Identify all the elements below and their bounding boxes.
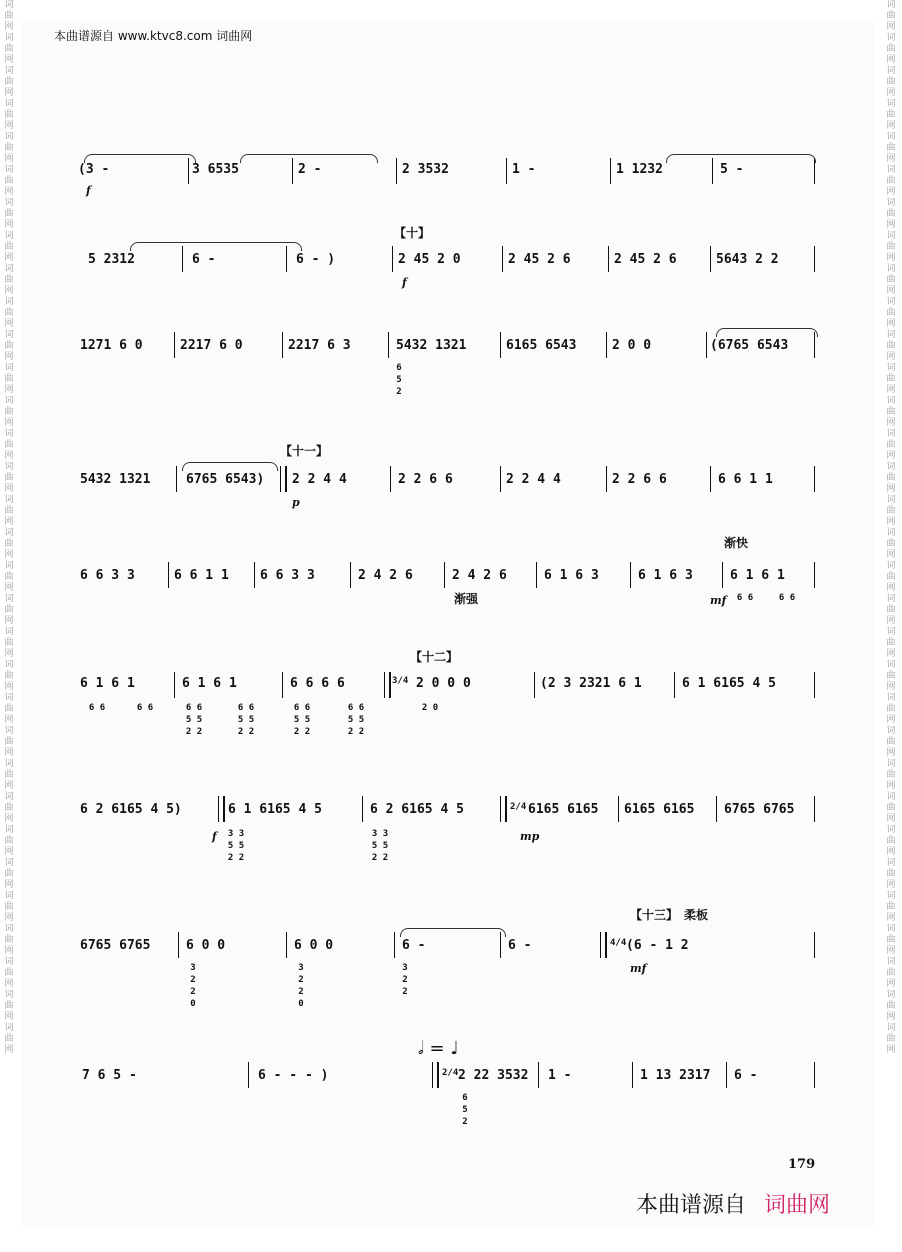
measure: 6 - — [192, 252, 216, 267]
section-label: 【十二】 — [410, 650, 459, 664]
time-signature: 2/4 — [442, 1068, 459, 1078]
measure: 7 6 5 - — [82, 1068, 137, 1083]
dynamic-mark: mf — [630, 962, 647, 975]
chord-stack: 6 6 5 5 2 2 — [237, 703, 255, 737]
footer-brand — [636, 1188, 830, 1219]
section-label: 【十】 — [394, 226, 431, 240]
measure: 5432 1321 — [80, 472, 151, 487]
chord-stack: 6 6 5 5 2 2 — [347, 703, 365, 737]
measure: 6765 6765 — [724, 802, 795, 817]
measure: 1 1232 — [616, 162, 663, 177]
measure: 5432 1321 — [396, 338, 467, 353]
measure: 2 2 4 4 — [292, 472, 347, 487]
time-signature: 2/4 — [510, 802, 527, 812]
measure: 6 0 0 — [294, 938, 334, 953]
measure: 2 0 0 0 — [416, 676, 471, 691]
score-line-5 — [70, 536, 830, 622]
measure: 6 1 6 1 — [182, 676, 237, 691]
score-line-7 — [70, 796, 830, 863]
accel-mark: 渐快 — [724, 536, 749, 550]
time-signature: 3/4 — [392, 676, 409, 686]
measure: (6 - 1 2 — [626, 938, 689, 953]
measure: 2 3532 — [402, 162, 449, 177]
measure: 2 45 2 6 — [614, 252, 677, 267]
page-number: 179 — [788, 1157, 816, 1172]
measure: 2217 6 0 — [180, 338, 243, 353]
measure: (3 - — [78, 162, 110, 177]
chord-stack: 6 6 5 5 2 2 — [293, 703, 311, 737]
measure: 6 - ) — [296, 252, 336, 267]
measure: 2 2 6 6 — [612, 472, 667, 487]
measure: 2217 6 3 — [288, 338, 351, 353]
measure: 6 - — [402, 938, 426, 953]
chord-stack: 3 3 5 5 2 2 — [371, 829, 389, 863]
measure: 6 1 6 3 — [638, 568, 693, 583]
measure: 6 6 1 1 — [174, 568, 229, 583]
measure: (6765 6543 — [710, 338, 789, 353]
measure: 6 - - - ) — [258, 1068, 329, 1083]
measure: 2 22 3532 — [458, 1068, 529, 1083]
measure: 6165 6165 — [528, 802, 599, 817]
measure: 6765 6543) — [186, 472, 265, 487]
tempo-equivalence: 𝅗𝅥 = ♩ — [418, 1038, 459, 1059]
measure: 6 - — [508, 938, 532, 953]
measure: 6 0 0 — [186, 938, 226, 953]
dynamic-mark: f — [86, 184, 91, 197]
measure: 6 2 6165 4 5 — [370, 802, 464, 817]
chord-stack: 6 6 — [88, 703, 106, 713]
chord-stack: 3 3 5 5 2 2 — [227, 829, 245, 863]
measure: 6165 6165 — [624, 802, 695, 817]
measure: 1271 6 0 — [80, 338, 143, 353]
score-line-6 — [70, 650, 830, 737]
measure: 6 6 3 3 — [260, 568, 315, 583]
time-signature: 4/4 — [610, 938, 627, 948]
measure: 6 1 6 1 — [80, 676, 135, 691]
score-line-1 — [70, 158, 830, 218]
score-line-2 — [70, 226, 830, 306]
measure: 6 1 6165 4 5 — [228, 802, 322, 817]
tempo-marking: 柔板 — [684, 908, 709, 922]
dynamic-mark: p — [292, 496, 300, 509]
measure: 6 1 6165 4 5 — [682, 676, 776, 691]
right-watermark-strip: 词曲网词曲网词曲网词曲网词曲网词曲网词曲网词曲网词曲网词曲网词曲网词曲网词曲网词曲网词曲网词曲网词曲网词曲网词曲网词曲网词曲网词曲网词曲网词曲网词曲网词曲网词曲网词曲网词曲网词曲网词曲网词曲网 — [886, 0, 896, 1055]
score-line-8 — [70, 908, 830, 1009]
left-watermark-strip: 词曲网词曲网词曲网词曲网词曲网词曲网词曲网词曲网词曲网词曲网词曲网词曲网词曲网词曲网词曲网词曲网词曲网词曲网词曲网词曲网词曲网词曲网词曲网词曲网词曲网词曲网词曲网词曲网词曲网词曲网词曲网词曲网 — [4, 0, 14, 1055]
measure: 1 - — [512, 162, 536, 177]
score-line-4 — [70, 444, 830, 526]
measure: 5643 2 2 — [716, 252, 779, 267]
measure: 6165 6543 — [506, 338, 577, 353]
section-label: 【十三】 — [630, 908, 679, 922]
measure: 5 2312 — [88, 252, 135, 267]
dynamic-mark: mf — [710, 594, 727, 607]
chord-stack: 6 6 — [778, 593, 796, 603]
measure: 6 6 6 6 — [290, 676, 345, 691]
measure: 1 - — [548, 1068, 572, 1083]
score-line-9 — [70, 1062, 830, 1127]
footer-brand-text: 本曲谱源自 — [636, 1193, 747, 1218]
measure: (2 3 2321 6 1 — [540, 676, 642, 691]
score-line-3 — [70, 332, 830, 397]
measure: 3 6535 — [192, 162, 239, 177]
measure: 2 2 6 6 — [398, 472, 453, 487]
measure: 1 13 2317 — [640, 1068, 711, 1083]
measure: 6 1 6 3 — [544, 568, 599, 583]
chord-stack: 6 5 2 — [396, 363, 402, 397]
chord-stack: 6 6 — [736, 593, 754, 603]
measure: 2 - — [298, 162, 322, 177]
measure: 6765 6765 — [80, 938, 151, 953]
dynamic-mark: f — [402, 276, 407, 289]
chord-stack: 2 0 — [421, 703, 439, 713]
measure: 2 4 2 6 — [358, 568, 413, 583]
measure: 2 45 2 6 — [508, 252, 571, 267]
footer-brand-site: 词曲网 — [764, 1193, 831, 1218]
measure: 2 2 4 4 — [506, 472, 561, 487]
section-label: 【十一】 — [280, 444, 329, 458]
measure: 6 - — [734, 1068, 758, 1083]
chord-stack: 3 2 2 — [402, 963, 408, 997]
measure: 6 6 3 3 — [80, 568, 135, 583]
source-header: 本曲谱源自 www.ktvc8.com 词曲网 — [54, 29, 253, 43]
chord-stack: 6 6 — [136, 703, 154, 713]
chord-stack: 3 2 2 0 — [190, 963, 196, 1009]
measure: 6 1 6 1 — [730, 568, 785, 583]
measure: 5 - — [720, 162, 744, 177]
chord-stack: 6 5 2 — [462, 1093, 468, 1127]
measure: 6 6 1 1 — [718, 472, 773, 487]
chord-stack: 3 2 2 0 — [298, 963, 304, 1009]
dynamic-mark: f — [212, 830, 217, 843]
measure: 2 4 2 6 — [452, 568, 507, 583]
measure: 6 2 6165 4 5) — [80, 802, 182, 817]
measure: 2 45 2 0 — [398, 252, 461, 267]
cresc-mark: 渐强 — [454, 592, 479, 606]
dynamic-mark: mp — [520, 830, 540, 843]
chord-stack: 6 6 5 5 2 2 — [185, 703, 203, 737]
measure: 2 0 0 — [612, 338, 652, 353]
